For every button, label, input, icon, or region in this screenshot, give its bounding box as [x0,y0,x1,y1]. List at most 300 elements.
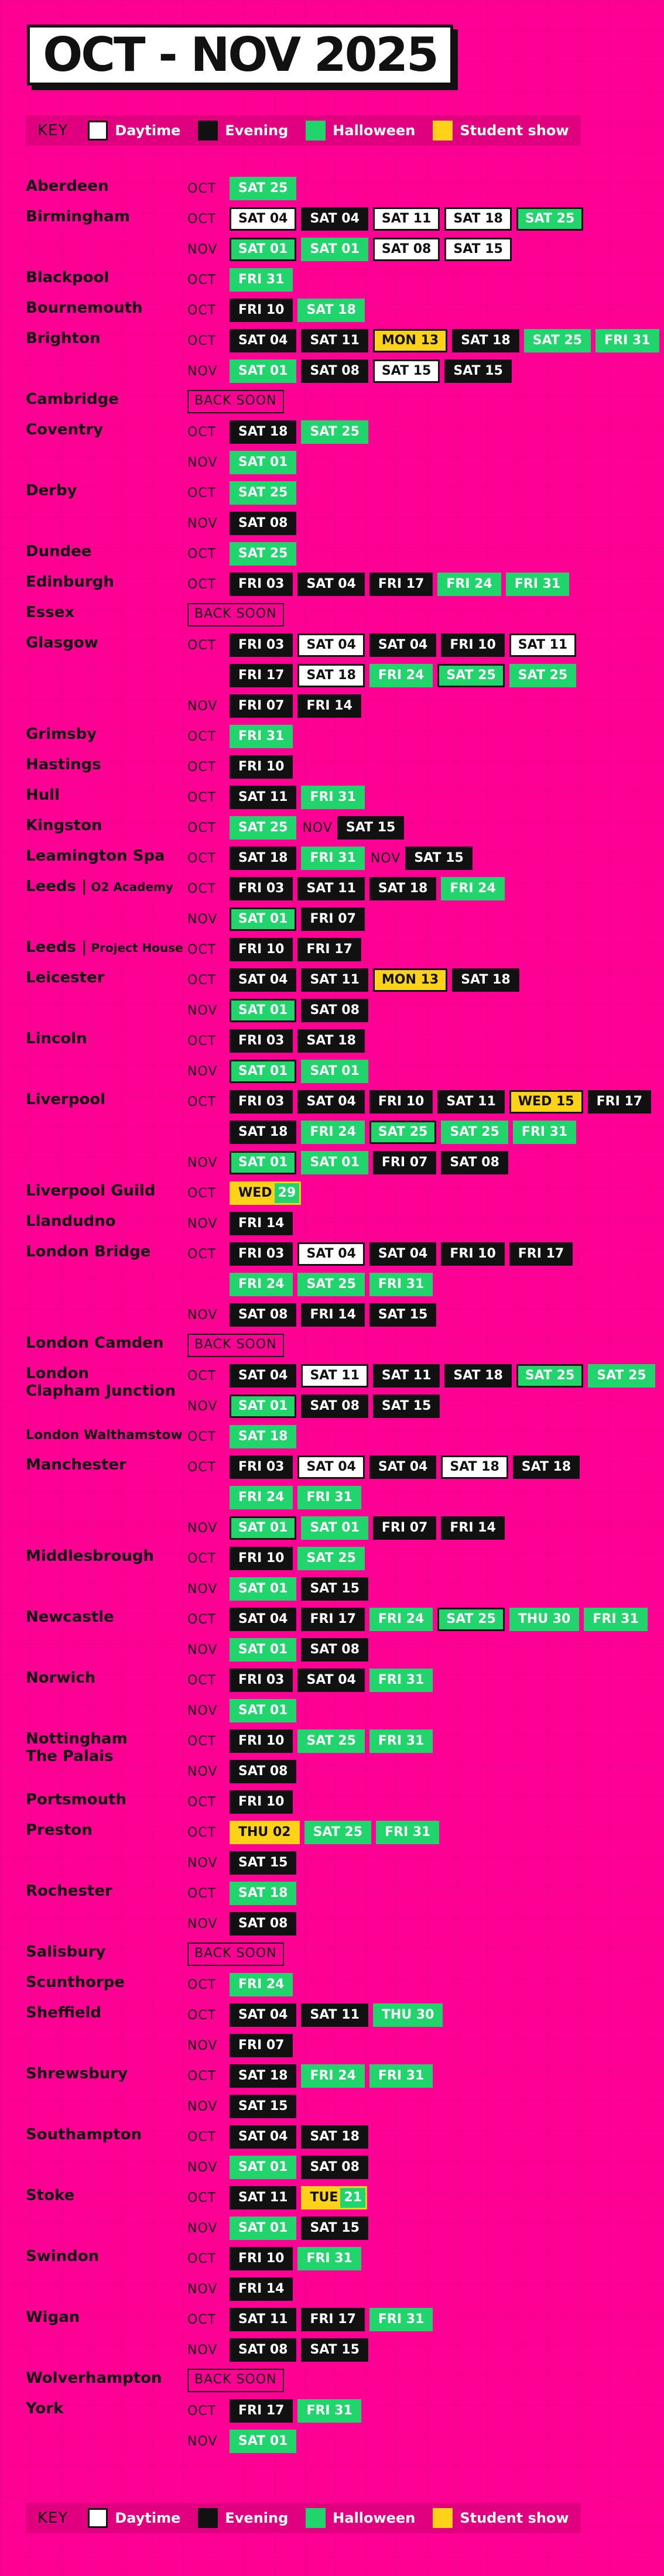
show-date-chip[interactable]: FRI 07 [301,907,364,931]
show-date-chip[interactable]: SAT 15 [337,816,404,840]
schedule-row [187,2002,447,2028]
show-date-chip[interactable]: FRI 03 [230,1455,293,1479]
city-name [26,725,97,743]
show-date-chip[interactable]: FRI 24 [230,1973,293,1996]
month-label: OCT [187,2068,217,2084]
city-name-text: Middlesbrough [26,1547,154,1565]
show-date-chip[interactable]: SAT 15 [369,1303,436,1327]
show-date-chip[interactable]: SAT 04 [297,1669,364,1692]
show-date-chip[interactable]: SAT 25 [516,207,583,231]
show-date-chip[interactable]: SAT 25 [230,481,296,505]
schedule-row [187,1515,509,1541]
show-date-chip[interactable]: SAT 18 [444,207,511,231]
month-label: OCT [187,942,217,957]
show-date-chip[interactable]: SAT 11 [373,1364,440,1388]
city-name-text: Liverpool [26,1091,106,1108]
month-label: NOV [187,1307,218,1323]
show-date-chip[interactable]: FRI 17 [369,573,433,596]
show-date-chip[interactable]: THU 30 [373,2003,443,2027]
city-name [26,878,173,896]
show-date-chip[interactable]: SAT 25 [230,816,296,840]
show-date-chip[interactable]: FRI 10 [230,299,293,322]
show-date-chip[interactable]: FRI 31 [369,2308,433,2331]
month-label: OCT [187,820,217,835]
show-date-chip[interactable]: FRI 10 [230,1547,293,1570]
city-name [26,1669,95,1687]
show-date-chip[interactable]: FRI 24 [369,664,433,687]
city-venue-text: O2 Academy [87,880,173,894]
show-date-chip[interactable]: SAT 18 [452,329,519,352]
show-date-chip[interactable]: FRI 24 [230,1486,293,1509]
show-date-chip[interactable]: SAT 04 [297,1455,364,1479]
show-date-chip[interactable]: FRI 14 [441,1516,504,1540]
schedule-row [187,693,366,719]
show-date-chip[interactable]: FRI 24 [441,877,504,900]
city-name [26,1334,163,1352]
show-date-chip[interactable]: FRI 14 [301,1303,364,1327]
month-label: OCT [187,1734,217,1749]
month-label: OCT [187,2129,217,2145]
show-date-chip[interactable]: FRI 31 [369,1273,433,1296]
month-label: OCT [187,181,217,196]
city-name-text: Bournemouth [26,299,143,317]
show-date-chip[interactable]: SAT 08 [230,2338,296,2362]
month-label: NOV [187,2038,218,2053]
city-name-text: Swindon [26,2248,100,2265]
show-date-chip[interactable]: SAT 15 [230,1851,296,1875]
show-date-chip[interactable]: FRI 31 [369,1729,433,1753]
city-name [26,2248,99,2265]
show-date-chip[interactable]: SAT 18 [452,968,519,992]
show-date-chip[interactable]: FRI 31 [297,1486,361,1509]
schedule-row [187,480,301,506]
show-date-chip[interactable]: SAT 25 [588,1364,655,1388]
city-name [26,938,183,957]
key-label: KEY [37,2509,69,2527]
month-label: OCT [187,759,217,775]
show-date-chip[interactable]: FRI 17 [509,1242,573,1266]
city-venue-text: Project House [87,941,183,955]
show-date-chip[interactable]: FRI 17 [297,938,361,961]
show-date-chip[interactable]: FRI 31 [513,1121,576,1144]
evening-swatch-icon [198,2508,218,2528]
month-label: OCT [187,2312,217,2327]
schedule-row [187,1089,656,1115]
city-name-text: Cambridge [26,390,119,408]
show-date-chip[interactable]: SAT 01 [230,238,296,261]
city-name [26,1821,93,1839]
show-date-chip[interactable]: SAT 04 [230,1608,296,1631]
show-date-chip[interactable]: FRI 03 [230,1669,293,1692]
show-date-chip[interactable]: SAT 25 [524,329,591,352]
show-date-chip[interactable]: SAT 18 [297,1029,364,1053]
show-date-chip[interactable]: SAT 25 [509,664,576,687]
schedule-row [187,2033,297,2058]
show-date-chip[interactable]: SAT 01 [230,1699,296,1722]
schedule-row [187,1911,301,1937]
show-date-chip[interactable]: SAT 01 [230,1151,296,1174]
show-date-chip[interactable]: THU 30 [509,1608,580,1631]
show-date-chip[interactable]: FRI 31 [369,1669,433,1692]
show-date-chip[interactable]: SAT 04 [297,633,364,657]
show-date-chip[interactable]: FRI 24 [369,1608,433,1631]
schedule-row [187,1302,441,1328]
show-date-chip[interactable]: SAT 11 [301,1364,368,1388]
back-soon-badge: BACK SOON [187,1334,284,1357]
show-date-chip[interactable]: FRI 31 [506,573,569,596]
show-date-chip[interactable]: FRI 07 [230,694,293,718]
show-date-chip[interactable]: SAT 18 [230,420,296,444]
show-date-chip[interactable]: SAT 04 [369,633,436,657]
show-date-chip[interactable]: SAT 25 [369,1121,436,1144]
show-date-chip[interactable]: FRI 03 [230,1242,293,1266]
month-label: NOV [187,1581,218,1597]
show-date-chip[interactable]: SAT 15 [301,2338,368,2362]
city-name [26,208,130,225]
show-date-chip[interactable]: SAT 18 [230,1121,296,1144]
show-date-chip[interactable]: SAT 01 [301,1516,368,1540]
back-soon-badge: BACK SOON [187,603,284,626]
show-date-chip[interactable]: FRI 10 [369,1090,433,1114]
month-label: OCT [187,2403,217,2419]
show-date-chip[interactable]: FRI 31 [584,1608,647,1631]
show-date-chip[interactable]: FRI 31 [376,1821,439,1844]
city-name-text: Newcastle [26,1608,114,1626]
show-date-chip[interactable]: SAT 25 [301,420,368,444]
schedule-row [187,1637,373,1663]
show-date-chip[interactable]: SAT 11 [301,968,368,992]
schedule-row [187,176,301,201]
show-date-chip[interactable]: FRI 31 [297,2399,361,2423]
city-name-text: Birmingham [26,208,130,225]
show-date-chip[interactable]: FRI 24 [230,1273,293,1296]
show-date-chip[interactable]: SAT 15 [444,238,511,261]
schedule-row [187,998,373,1023]
show-date-chip[interactable]: SAT 04 [301,207,368,231]
show-date-chip[interactable]: SAT 04 [230,2003,296,2027]
show-date-chip[interactable]: SAT 01 [230,2156,296,2179]
schedule-row [187,937,366,962]
page-title: OCT - NOV 2025 [43,28,437,82]
show-date-chip[interactable]: SAT 25 [516,1364,583,1388]
show-date-chip[interactable]: SAT 25 [441,1121,508,1144]
month-label: OCT [187,729,217,744]
show-date-chip[interactable]: SAT 04 [230,207,296,231]
show-date-chip[interactable]: FRI 14 [297,694,361,718]
schedule-row [187,815,409,841]
month-label: OCT [187,972,217,988]
show-date-chip[interactable]: SAT 01 [230,1395,296,1418]
city-name-text: London Walthamstow [26,1428,183,1443]
show-date-chip[interactable]: SAT 18 [441,1455,508,1479]
schedule-row [187,511,301,536]
city-name [26,2369,162,2387]
show-date-chip[interactable]: SAT 01 [301,1060,368,1083]
show-date-chip[interactable]: FRI 07 [373,1151,436,1174]
city-name [26,573,114,591]
city-name [26,847,165,865]
city-name [26,1091,105,1108]
show-date-chip[interactable]: SAT 18 [230,847,296,870]
month-label: OCT [187,211,217,227]
city-name-text: Aberdeen [26,177,109,195]
schedule-row [187,2215,373,2241]
month-label: OCT [187,2251,217,2266]
schedule-row [187,389,284,415]
schedule-row [187,1393,444,1419]
show-date-chip[interactable]: FRI 17 [588,1090,651,1114]
show-date-chip[interactable]: SAT 01 [230,907,296,931]
show-date-chip[interactable]: FRI 03 [230,877,293,900]
show-date-chip[interactable]: FRI 31 [595,329,659,352]
show-date-chip[interactable]: SAT 01 [230,1638,296,1662]
show-date-chip[interactable]: SAT 01 [301,1151,368,1174]
show-date-chip[interactable]: SAT 18 [230,1425,296,1448]
show-date-chip[interactable]: FRI 03 [230,573,293,596]
show-date-chip[interactable]: SAT 15 [444,359,511,383]
show-date-chip[interactable]: SAT 08 [301,359,368,383]
show-date-chip[interactable]: SAT 04 [230,1364,296,1388]
key-evening-label: Evening [225,2510,289,2526]
month-label: OCT [187,2190,217,2205]
schedule-row [187,1272,437,1297]
month-label: NOV [187,2342,218,2358]
schedule-row [187,1454,584,1480]
key-halloween-label: Halloween [333,2510,416,2526]
city-name [26,604,74,621]
schedule-row [187,1485,366,1510]
show-date-chip[interactable]: SAT 25 [230,177,296,200]
show-date-chip[interactable]: SAT 04 [297,573,364,596]
show-date-chip[interactable]: FRI 10 [230,938,293,961]
month-label: NOV [187,2434,218,2449]
show-date-chip[interactable]: FRI 07 [373,1516,436,1540]
show-date-chip[interactable]: FRI 10 [230,2247,293,2270]
schedule-row [187,876,509,902]
month-label: NOV [187,1916,218,1931]
show-date-chip[interactable]: SAT 25 [437,664,504,687]
show-date-chip[interactable]: FRI 31 [301,786,364,809]
key-student-label: Student show [460,122,569,139]
show-date-chip[interactable]: SAT 11 [297,877,364,900]
show-date-chip[interactable] [230,1181,301,1205]
show-date-chip[interactable]: FRI 31 [297,2247,361,2270]
show-date-chip[interactable]: SAT 15 [373,359,440,383]
show-date-chip[interactable]: FRI 24 [301,1121,364,1144]
show-date-chip[interactable]: FRI 03 [230,633,293,657]
schedule-row [187,1576,373,1602]
show-date-chip[interactable]: SAT 08 [301,1638,368,1662]
show-date-chip[interactable]: SAT 01 [230,1060,296,1083]
chip-day-text: WED [238,1186,272,1200]
month-label: OCT [187,2008,217,2023]
show-date-chip[interactable]: WED 15 [509,1090,583,1114]
month-label: OCT [187,485,217,501]
show-date-chip[interactable]: SAT 25 [297,1273,364,1296]
month-label: NOV [187,1520,218,1536]
show-date-chip[interactable]: FRI 24 [437,573,501,596]
key-evening-label: Evening [225,122,289,139]
show-date-chip[interactable]: SAT 18 [297,664,364,687]
city-name-text: Brighton [26,330,101,347]
show-date-chip[interactable]: SAT 08 [230,1912,296,1936]
show-date-chip[interactable]: MON 13 [373,968,447,992]
month-label: NOV [187,912,218,927]
show-date-chip[interactable]: FRI 31 [301,847,364,870]
show-date-chip[interactable]: SAT 08 [441,1151,508,1174]
back-soon-badge: BACK SOON [187,1943,284,1966]
show-date-chip[interactable]: THU 02 [230,1821,300,1844]
show-date-chip[interactable]: FRI 10 [230,1729,293,1753]
month-label: OCT [187,1794,217,1810]
month-label: NOV [370,851,401,866]
month-label: OCT [187,1977,217,1992]
show-date-chip[interactable]: SAT 08 [301,999,368,1022]
show-date-chip[interactable]: SAT 08 [230,512,296,535]
show-date-chip[interactable]: SAT 01 [230,451,296,474]
show-date-chip[interactable]: SAT 25 [437,1608,504,1631]
month-label: OCT [187,1186,217,1201]
schedule-row [187,785,369,810]
show-date-chip[interactable]: FRI 31 [230,725,293,748]
month-label: OCT [187,303,217,318]
show-date-chip[interactable]: FRI 10 [230,755,293,779]
show-date-chip[interactable]: SAT 08 [373,238,440,261]
month-label: OCT [187,424,217,440]
city-name [26,1212,116,1230]
show-date-chip[interactable]: SAT 01 [230,999,296,1022]
city-name [26,817,102,834]
show-date-chip[interactable]: MON 13 [373,329,447,352]
show-date-chip[interactable]: SAT 25 [297,1729,364,1753]
schedule-row [187,602,284,628]
show-date-chip[interactable]: SAT 01 [230,2430,296,2453]
city-name [26,1730,128,1765]
show-date-chip[interactable]: FRI 24 [301,2064,364,2088]
show-date-chip[interactable]: SAT 11 [373,207,440,231]
city-name [26,2308,80,2326]
show-date-chip[interactable]: SAT 15 [405,847,472,870]
show-date-chip[interactable]: FRI 10 [441,633,504,657]
chip-date-text: 29 [275,1183,300,1203]
show-date-chip[interactable]: SAT 18 [513,1455,580,1479]
show-date-chip[interactable]: SAT 04 [297,1090,364,1114]
show-date-chip[interactable]: FRI 03 [230,1090,293,1114]
show-date-chip[interactable]: SAT 11 [301,329,368,352]
month-label: NOV [187,2099,218,2114]
show-date-chip[interactable]: SAT 04 [230,2125,296,2149]
month-label: NOV [187,1155,218,1170]
month-label: NOV [187,364,218,379]
show-date-chip[interactable]: SAT 04 [369,1455,436,1479]
show-date-chip[interactable]: FRI 14 [230,2277,293,2301]
city-name-text: Hastings [26,756,101,773]
show-date-chip[interactable]: SAT 11 [230,786,296,809]
show-date-chip[interactable]: SAT 01 [301,238,368,261]
show-date-chip[interactable]: SAT 18 [230,2064,296,2088]
show-date-chip[interactable]: SAT 01 [230,359,296,383]
show-date-chip[interactable]: SAT 25 [304,1821,371,1844]
city-name [26,1426,183,1444]
city-name-text: Liverpool Guild [26,1182,156,1200]
city-name-text: Wigan [26,2308,80,2326]
show-date-chip[interactable]: SAT 01 [230,1577,296,1601]
month-label: OCT [187,1033,217,1049]
show-date-chip[interactable]: SAT 18 [301,2125,368,2149]
show-date-chip[interactable]: SAT 25 [297,1547,364,1570]
show-date-chip[interactable]: SAT 04 [297,1242,364,1266]
show-date-chip[interactable]: FRI 10 [441,1242,504,1266]
show-date-chip[interactable]: SAT 18 [297,299,364,322]
schedule-row [187,541,301,567]
show-date-chip[interactable]: SAT 18 [369,877,436,900]
show-date-chip[interactable]: SAT 01 [230,1516,296,1540]
city-name-text: Edinburgh [26,573,114,591]
schedule-row [187,1941,284,1967]
city-name [26,1974,125,1991]
schedule-row [187,1150,513,1176]
show-date-chip[interactable]: FRI 17 [301,2308,364,2331]
city-name-text: Lincoln [26,1030,87,1047]
show-date-chip[interactable]: SAT 11 [437,1090,504,1114]
show-date-chip[interactable]: SAT 11 [301,2003,368,2027]
show-date-chip[interactable]: SAT 11 [230,2186,296,2210]
show-date-chip[interactable]: FRI 10 [230,1790,293,1814]
back-soon-badge: BACK SOON [187,2369,284,2392]
city-name-text: Norwich [26,1669,96,1687]
show-date-chip[interactable]: FRI 17 [230,2399,293,2423]
show-date-chip[interactable]: SAT 08 [301,1395,368,1418]
schedule-row [187,206,588,232]
month-label: OCT [187,546,217,561]
show-date-chip[interactable]: SAT 15 [301,1577,368,1601]
month-label: NOV [187,2160,218,2175]
show-date-chip[interactable]: SAT 04 [230,968,296,992]
show-date-chip[interactable]: SAT 18 [444,1364,511,1388]
show-date-chip[interactable]: FRI 31 [230,268,293,292]
show-date-chip[interactable]: SAT 15 [230,2095,296,2118]
show-date-chip[interactable]: SAT 11 [509,633,576,657]
show-date-chip[interactable]: FRI 03 [230,1029,293,1053]
show-date-chip[interactable] [301,2186,367,2210]
schedule-row [187,2124,373,2150]
show-date-chip[interactable]: FRI 31 [369,2064,433,2088]
city-name-text: Llandudno [26,1212,116,1230]
show-date-chip[interactable]: SAT 04 [369,1242,436,1266]
show-date-chip[interactable]: FRI 17 [301,1608,364,1631]
show-date-chip[interactable]: SAT 08 [230,1760,296,1783]
month-label: NOV [187,242,218,257]
show-date-chip[interactable]: SAT 25 [230,542,296,566]
show-date-chip[interactable]: SAT 15 [373,1395,440,1418]
schedule-row [187,1241,577,1267]
schedule-row [187,1606,652,1632]
city-name [26,786,60,804]
show-date-chip[interactable]: SAT 11 [230,2308,296,2331]
show-date-chip[interactable]: SAT 08 [230,1303,296,1327]
show-date-chip[interactable]: SAT 04 [230,329,296,352]
show-date-chip[interactable]: SAT 08 [301,2156,368,2179]
show-date-chip[interactable]: SAT 18 [230,1882,296,1905]
show-date-chip[interactable]: SAT 15 [301,2217,368,2240]
show-date-chip[interactable]: FRI 07 [230,2034,293,2057]
month-label: OCT [187,1551,217,1566]
schedule-row [187,2063,437,2089]
show-date-chip[interactable]: SAT 01 [230,2217,296,2240]
show-date-chip[interactable]: FRI 14 [230,1212,293,1235]
show-date-chip[interactable]: FRI 17 [230,664,293,687]
schedule-row [187,1880,301,1906]
